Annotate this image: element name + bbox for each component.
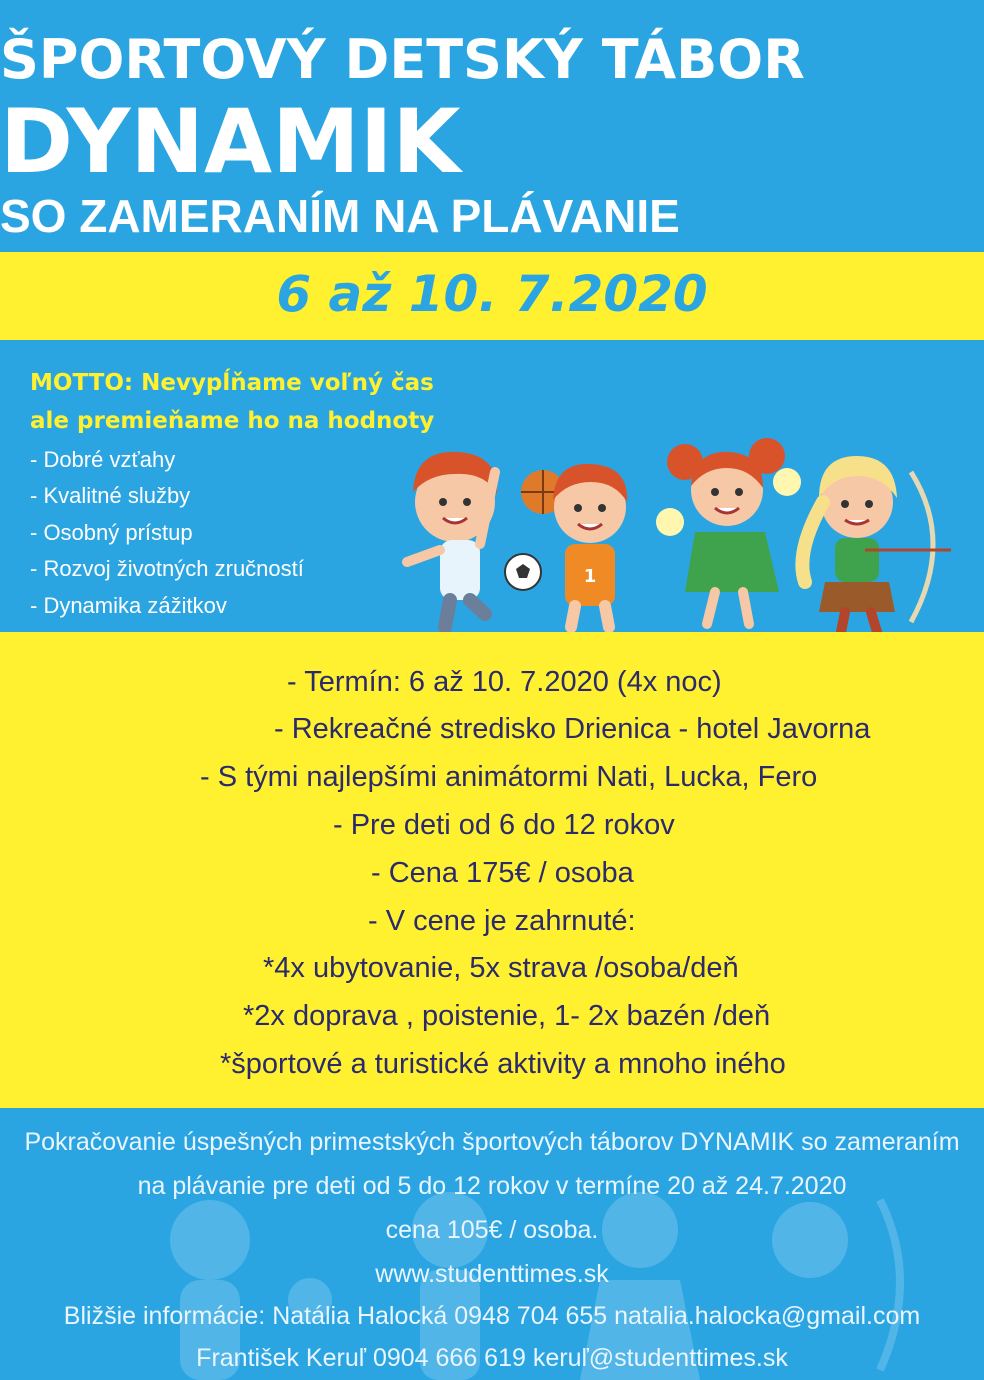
footer-contact-frantisek[interactable]: František Keruľ 0904 666 619 keruľ@studenttimes.sk [196,1344,788,1372]
motto-item: - Rozvoj životných zručností [30,556,304,582]
motto-item: - Kvalitné služby [30,483,191,509]
info-line-animators: - S tými najlepšími animátormi Nati, Lucka, Fero [200,761,818,793]
info-line-location: - Rekreačné stredisko Drienica - hotel Javorna [274,713,871,745]
title-dynamik: DYNAMIK [0,90,461,193]
motto-line-2: ale premieňame ho na hodnoty [30,408,435,434]
kid-girl-sparklers-icon [656,438,801,624]
motto-item: - Dobré vzťahy [30,447,176,472]
kids-illustration [395,432,965,642]
footer-website-link[interactable]: www.studenttimes.sk [375,1260,609,1288]
motto-line-1: MOTTO: Nevypĺňame voľný čas [30,370,434,396]
info-line-term: - Termín: 6 až 10. 7.2020 (4x noc) [287,666,722,698]
info-line-activities: *športové a turistické aktivity a mnoho iného [220,1048,786,1080]
info-line-included: - V cene je zahrnuté: [368,905,636,937]
date-heading: 6 až 10. 7.2020 [276,265,708,323]
title-subtitle: SO ZAMERANÍM NA PLÁVANIE [0,190,680,242]
footer-contact-natalia[interactable]: Bližšie informácie: Natália Halocká 0948 704 655 natalia.halocka@gmail.com [63,1302,921,1330]
info-line-price: - Cena 175€ / osoba [371,857,634,889]
info-line-age: - Pre deti od 6 do 12 rokov [333,809,675,841]
motto-list [30,442,410,624]
info-line-transport: *2x doprava , poistenie, 1- 2x bazén /deň [243,1000,771,1032]
motto-heading [30,364,490,440]
footer-line-dates: na plávanie pre deti od 5 do 12 rokov v termíne 20 až 24.7.2020 [137,1172,847,1200]
svg-text:1: 1 [583,566,597,587]
soccer-ball-icon [505,554,541,590]
footer-line-price: cena 105€ / osoba. [385,1216,599,1244]
kid-basketball-icon [521,464,627,627]
info-line-accommodation: *4x ubytovanie, 5x strava /osoba/deň [263,952,739,984]
motto-item: - Osobný prístup [30,519,193,545]
footer-line-continuation: Pokračovanie úspešných primestských športových táborov DYNAMIK so zameraním [24,1128,960,1156]
title-camp: ŠPORTOVÝ DETSKÝ TÁBOR [0,28,805,91]
kid-jumping-icon [407,452,497,627]
motto-item: - Dynamika zážitkov [30,592,227,618]
kid-archer-icon [802,456,951,632]
